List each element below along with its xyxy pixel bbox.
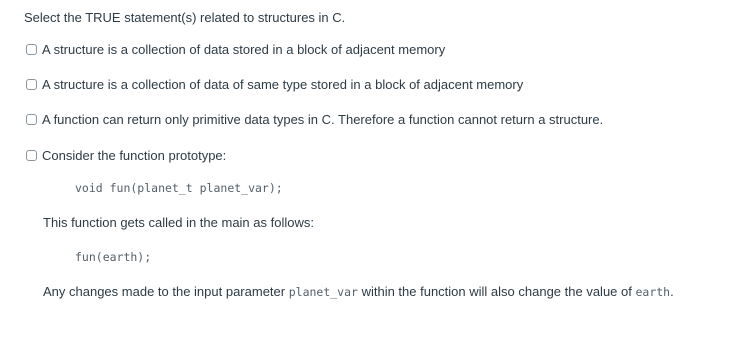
option-4[interactable] [26,148,226,163]
option-2-checkbox[interactable] [26,79,37,90]
final-statement-post: . [670,284,674,299]
option-1[interactable] [26,42,445,57]
option-3[interactable] [26,112,603,127]
option-3-checkbox[interactable] [26,114,37,125]
final-statement-mid: within the function will also change the value of [357,284,636,299]
called-text: This function gets called in the main as follows: [43,215,314,230]
option-2-label: A structure is a collection of data of same type stored in a block of adjacent memory [42,77,524,92]
option-2[interactable] [26,77,523,92]
option-4-label: Consider the function prototype: [42,148,227,163]
option-3-label: A function can return only primitive data types in C. Therefore a function cannot return a structure. [42,112,604,127]
option-1-label: A structure is a collection of data stored in a block of adjacent memory [42,42,446,57]
option-4-checkbox[interactable] [26,150,37,161]
question-prompt: Select the TRUE statement(s) related to structures in C. [24,10,346,25]
option-1-checkbox[interactable] [26,44,37,55]
final-statement-pre: Any changes made to the input parameter [43,284,289,299]
param-code: planet_var [288,285,358,299]
prototype-code: void fun(planet_t planet_var); [75,181,283,195]
final-statement [43,284,674,299]
arg-code: earth [635,285,671,299]
call-code: fun(earth); [75,250,152,264]
